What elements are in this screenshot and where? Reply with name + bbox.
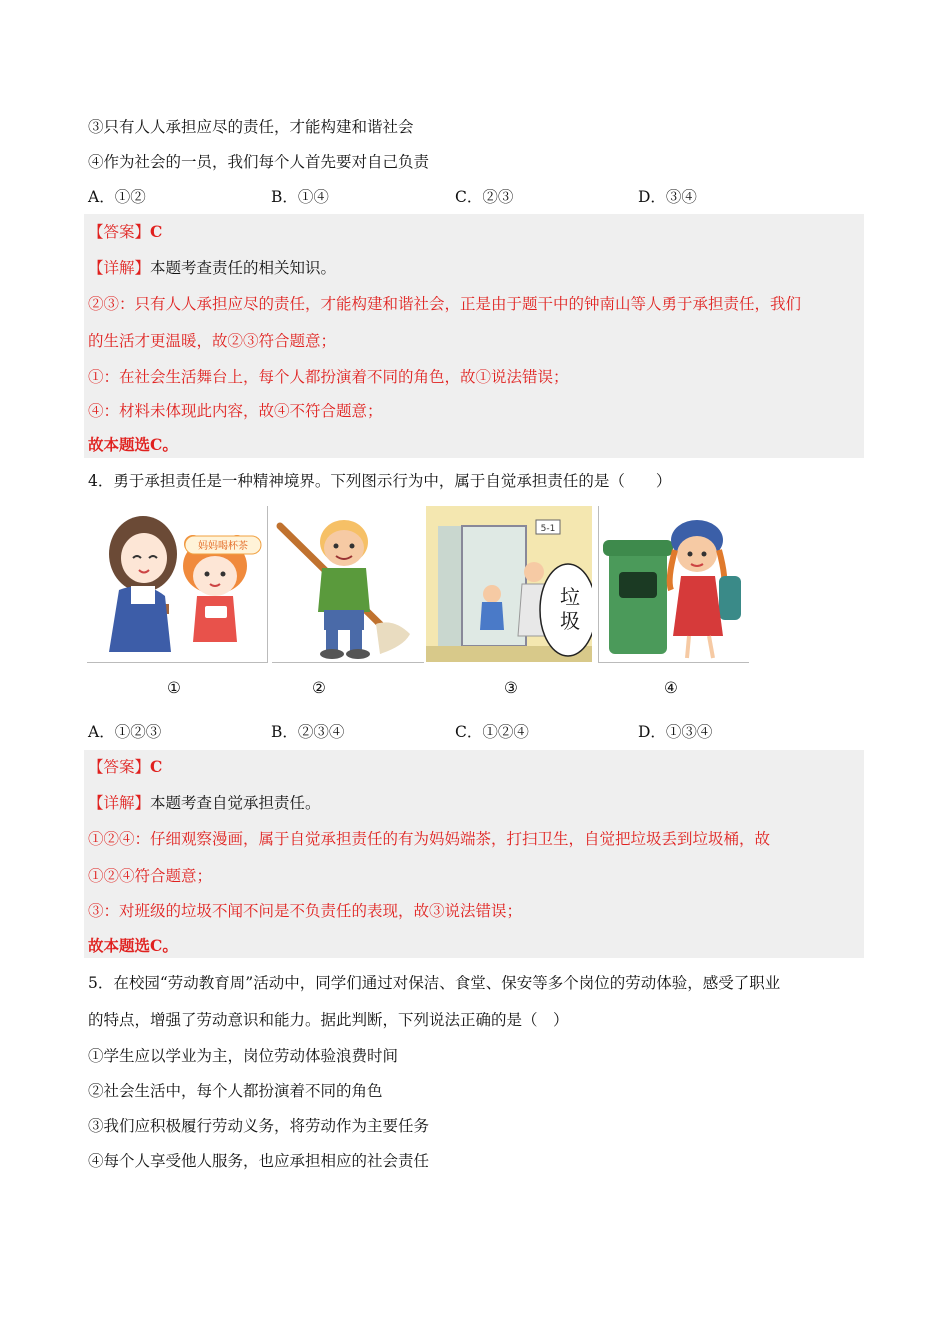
q4-detail-line-1: ①②④：仔细观察漫画，属于自觉承担责任的有为妈妈端茶，打扫卫生，自觉把垃圾丢到垃圾桶，故 xyxy=(88,830,771,848)
q3-answer: 【答案】C xyxy=(88,222,163,241)
hallway-garbage-illustration xyxy=(426,506,592,662)
q4-picture-3 xyxy=(426,506,592,662)
q3-detail-intro: 【详解】本题考查责任的相关知识。 xyxy=(88,259,337,277)
q3-option-a: A．①② xyxy=(88,188,146,206)
q5-statement-3: ③我们应积极履行劳动义务，将劳动作为主要任务 xyxy=(88,1117,430,1135)
q4-option-a: A．①②③ xyxy=(88,723,162,741)
q4-picture-2 xyxy=(272,506,424,663)
q3-detail-line-5: 故本题选C。 xyxy=(88,435,178,454)
q3-detail-line-2: 的生活才更温暖，故②③符合题意； xyxy=(88,332,337,350)
q3-option-b: B．①④ xyxy=(271,188,329,206)
q4-option-d: D．①③④ xyxy=(638,723,713,741)
pic3-sign-char-1: 垃 xyxy=(560,585,580,609)
girl-trash-bin-illustration xyxy=(599,506,749,662)
pic1-caption: 妈妈喝杯茶 xyxy=(198,541,248,552)
q4-detail-line-4: 故本题选C。 xyxy=(88,936,178,955)
q4-option-b: B．②③④ xyxy=(271,723,345,741)
pic3-sign-char-2: 圾 xyxy=(560,609,580,633)
boy-sweeping-illustration xyxy=(272,506,424,662)
q4-answer-box xyxy=(84,750,864,958)
q4-detail-line-3: ③：对班级的垃圾不闻不问是不负责任的表现，故③说法错误； xyxy=(88,902,523,920)
q4-detail-intro: 【详解】本题考查自觉承担责任。 xyxy=(88,794,321,812)
q4-picture-4 xyxy=(598,506,749,663)
q5-stem-line-2: 的特点，增强了劳动意识和能力。据此判断，下列说法正确的是（ ） xyxy=(88,1011,569,1029)
q5-statement-4: ④每个人享受他人服务，也应承担相应的社会责任 xyxy=(88,1152,430,1170)
q3-option-c: C．②③ xyxy=(455,188,514,206)
q3-detail-line-1: ②③：只有人人承担应尽的责任，才能构建和谐社会，正是由于题干中的钟南山等人勇于承担责任，我们 xyxy=(88,295,802,313)
q4-answer: 【答案】C xyxy=(88,757,163,776)
q3-detail-line-4: ④：材料未体现此内容，故④不符合题意； xyxy=(88,402,383,420)
q3-detail-line-3: ①：在社会生活舞台上，每个人都扮演着不同的角色，故①说法错误； xyxy=(88,368,569,386)
q4-picture-1 xyxy=(87,506,268,663)
pic3-door-number: 5-1 xyxy=(540,524,556,534)
mother-tea-illustration xyxy=(87,506,267,662)
q3-statement-4: ④作为社会的一员，我们每个人首先要对自己负责 xyxy=(88,153,430,171)
q5-statement-1: ①学生应以学业为主，岗位劳动体验浪费时间 xyxy=(88,1047,399,1065)
picture-label-1: ① xyxy=(167,679,181,697)
q3-statement-3: ③只有人人承担应尽的责任，才能构建和谐社会 xyxy=(88,118,414,136)
picture-label-4: ④ xyxy=(664,679,678,697)
q5-statement-2: ②社会生活中，每个人都扮演着不同的角色 xyxy=(88,1082,383,1100)
q4-option-c: C．①②④ xyxy=(455,723,529,741)
q4-detail-line-2: ①②④符合题意； xyxy=(88,867,213,885)
q3-option-d: D．③④ xyxy=(638,188,697,206)
picture-label-3: ③ xyxy=(504,679,518,697)
picture-label-2: ② xyxy=(312,679,326,697)
q5-stem-line-1: 5．在校园“劳动教育周”活动中，同学们通过对保洁、食堂、保安等多个岗位的劳动体验，感受了职业 xyxy=(88,974,781,992)
q4-stem: 4．勇于承担责任是一种精神境界。下列图示行为中，属于自觉承担责任的是（ ） xyxy=(88,472,672,490)
